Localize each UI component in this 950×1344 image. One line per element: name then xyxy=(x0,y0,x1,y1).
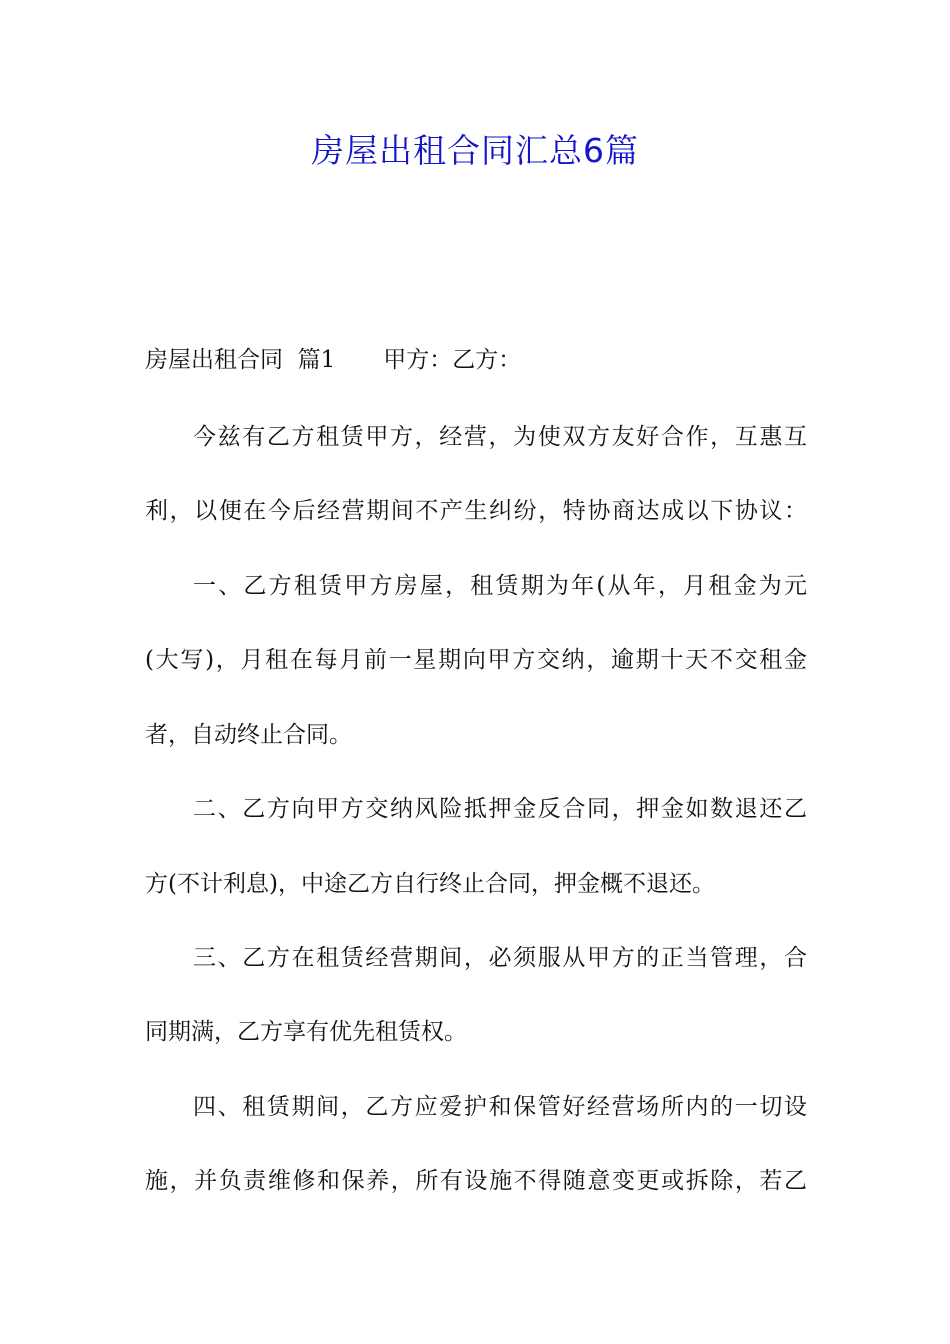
parties-line: 甲方：乙方： xyxy=(383,347,522,373)
section-heading-line xyxy=(145,344,521,376)
paragraph-line: 一、乙方租赁甲方房屋，租赁期为年(从年，月租金为元 xyxy=(193,573,807,599)
paragraph-line: 方(不计利息)，中途乙方自行终止合同，押金概不退还。 xyxy=(145,871,715,897)
paragraph-line: 同期满，乙方享有优先租赁权。 xyxy=(145,1019,467,1045)
paragraph-line: 利，以便在今后经营期间不产生纠纷，特协商达成以下协议： xyxy=(145,498,807,524)
paragraph-line: 二、乙方向甲方交纳风险抵押金反合同，押金如数退还乙 xyxy=(193,796,807,822)
section-heading: 房屋出租合同 篇1 xyxy=(145,347,336,373)
paragraph-line: 四、租赁期间，乙方应爱护和保管好经营场所内的一切设 xyxy=(193,1094,807,1120)
paragraph-line: 今兹有乙方租赁甲方，经营，为使双方友好合作，互惠互 xyxy=(193,424,807,450)
paragraph-line: (大写)，月租在每月前一星期向甲方交纳，逾期十天不交租金 xyxy=(145,647,807,673)
paragraph-line: 施，并负责维修和保养，所有设施不得随意变更或拆除，若乙 xyxy=(145,1168,807,1194)
paragraph-line: 者，自动终止合同。 xyxy=(145,722,352,748)
paragraph-line: 三、乙方在租赁经营期间，必须服从甲方的正当管理，合 xyxy=(193,945,807,971)
document-title: 房屋出租合同汇总6篇 xyxy=(311,131,639,170)
